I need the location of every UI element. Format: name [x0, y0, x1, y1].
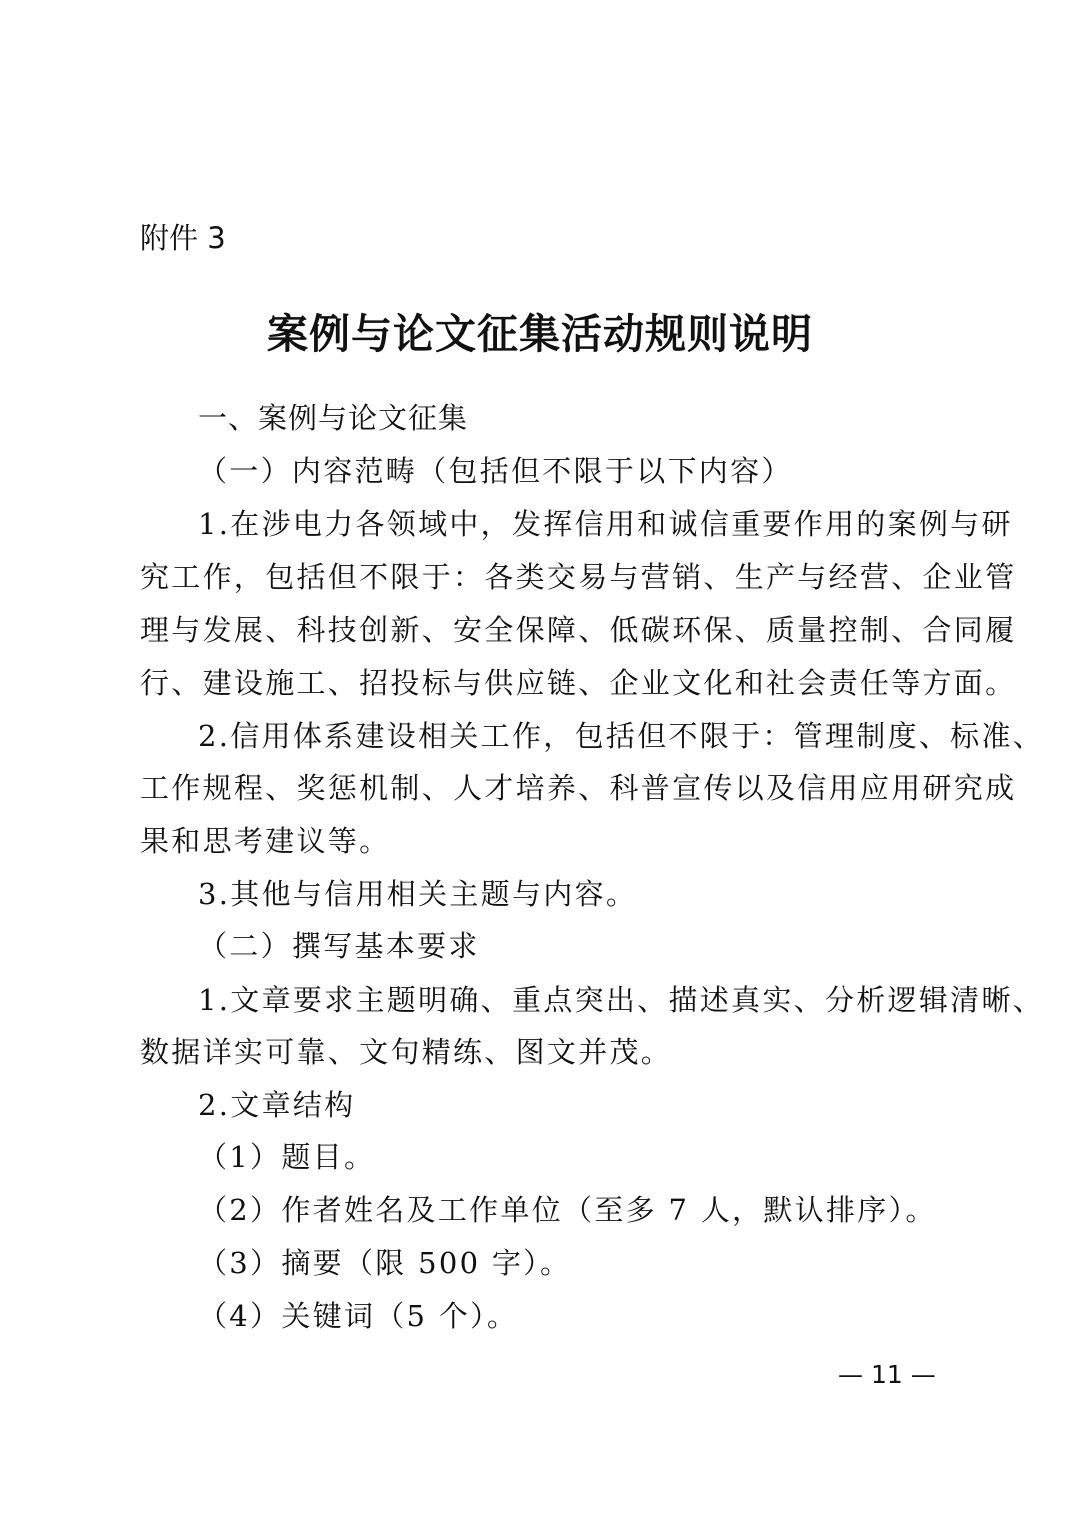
requirement-item-2: 2.文章结构: [198, 1088, 356, 1122]
content-item-1-line-1: 1.在涉电力各领域中，发挥信用和诚信重要作用的案例与研: [198, 507, 1013, 541]
structure-item-3: （3）摘要（限 500 字）。: [198, 1246, 572, 1280]
content-item-3: 3.其他与信用相关主题与内容。: [198, 877, 638, 911]
document-title: 案例与论文征集活动规则说明: [267, 310, 813, 358]
content-item-1-line-3: 理与发展、科技创新、安全保障、低碳环保、质量控制、合同履: [140, 613, 1017, 647]
structure-item-4: （4）关键词（5 个）。: [198, 1299, 519, 1333]
content-item-1-line-4: 行、建设施工、招投标与供应链、企业文化和社会责任等方面。: [140, 666, 1017, 700]
attachment-label: 附件 3: [140, 221, 226, 255]
content-item-2-line-3: 果和思考建议等。: [140, 824, 391, 858]
section-1-heading: 一、案例与论文征集: [198, 401, 469, 435]
subsection-1-heading: （一）内容范畴（包括但不限于以下内容）: [198, 454, 793, 488]
structure-item-2: （2）作者姓名及工作单位（至多 7 人，默认排序）。: [198, 1193, 937, 1227]
content-item-2-line-1: 2.信用体系建设相关工作，包括但不限于：管理制度、标准、: [198, 719, 1045, 753]
requirement-item-1-line-1: 1.文章要求主题明确、重点突出、描述真实、分析逻辑清晰、: [198, 983, 1045, 1017]
subsection-2-heading: （二）撰写基本要求: [198, 929, 480, 963]
requirement-item-1-line-2: 数据详实可靠、文句精练、图文并茂。: [140, 1035, 673, 1069]
content-item-2-line-2: 工作规程、奖惩机制、人才培养、科普宣传以及信用应用研究成: [140, 771, 1017, 805]
content-item-1-line-2: 究工作，包括但不限于：各类交易与营销、生产与经营、企业管: [140, 560, 1017, 594]
page-number: — 11 —: [838, 1360, 936, 1389]
structure-item-1: （1）题目。: [198, 1140, 376, 1174]
